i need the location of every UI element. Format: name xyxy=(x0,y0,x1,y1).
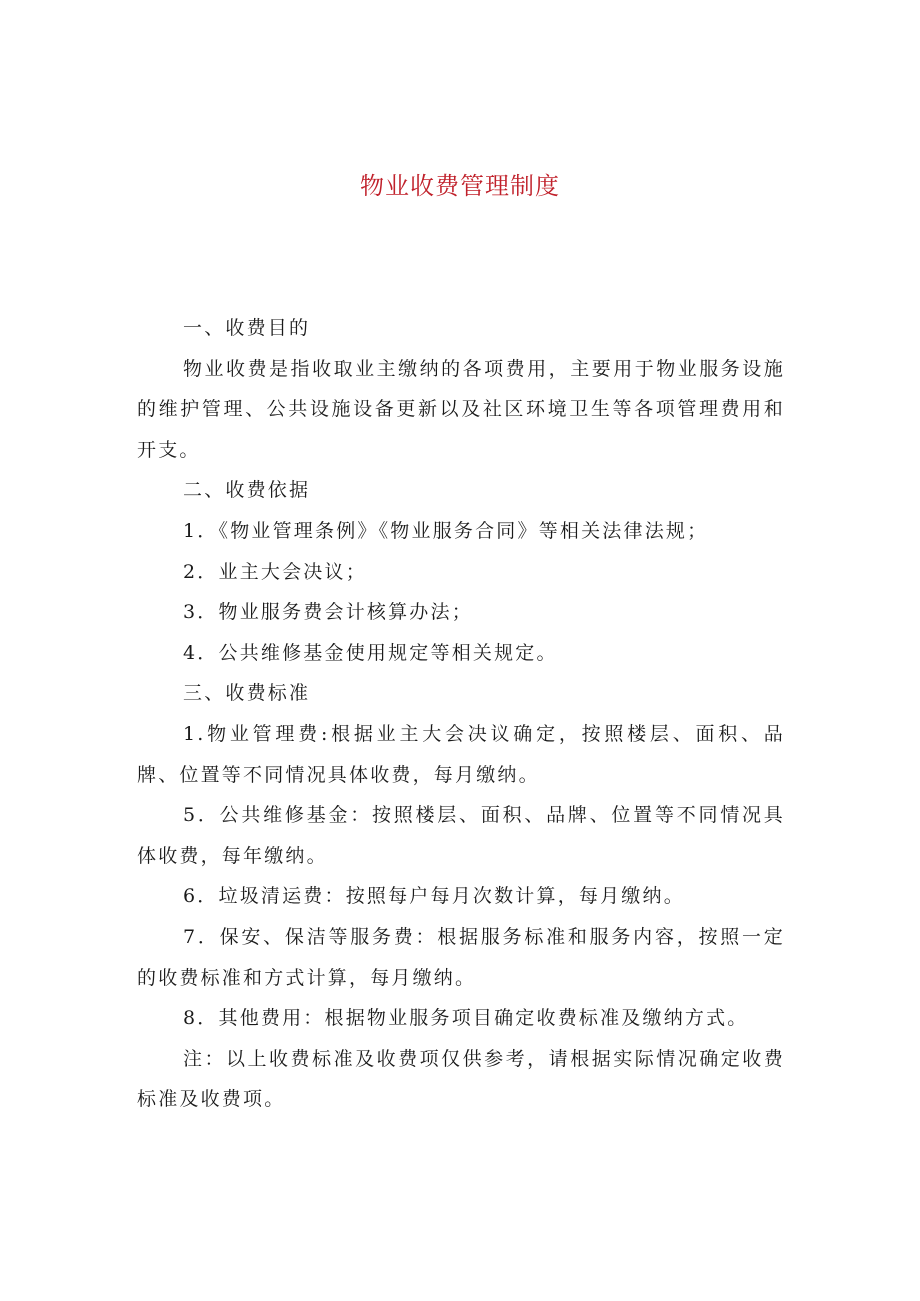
list-item-standard-5: 5．公共维修基金：按照楼层、面积、品牌、位置等不同情况具体收费，每年缴纳。 xyxy=(137,804,785,867)
list-item-basis-2: 2．业主大会决议； xyxy=(183,560,367,583)
list-item-standard-6: 6．垃圾清运费：按照每户每月次数计算，每月缴纳。 xyxy=(183,885,685,908)
list-item-basis-1: 1．《物业管理条例》《物业服务合同》等相关法律法规； xyxy=(183,519,709,542)
list-item-standard-8: 8．其他费用：根据物业服务项目确定收费标准及缴纳方式。 xyxy=(183,1007,749,1030)
list-item-standard-1: 1.物业管理费:根据业主大会决议确定，按照楼层、面积、品牌、位置等不同情况具体收费，每月缴纳。 xyxy=(137,722,785,786)
document-body xyxy=(137,308,785,1120)
section-heading-basis: 二、收费依据 xyxy=(183,479,311,502)
section-heading-standard: 三、收费标准 xyxy=(183,682,311,705)
paragraph-purpose: 物业收费是指收取业主缴纳的各项费用，主要用于物业服务设施的维护管理、公共设施设备更新以及社区环境卫生等各项管理费用和开支。 xyxy=(137,357,785,461)
list-item-standard-7: 7．保安、保洁等服务费：根据服务标准和服务内容，按照一定的收费标准和方式计算，每月缴纳。 xyxy=(137,925,785,989)
list-item-basis-4: 4．公共维修基金使用规定等相关规定。 xyxy=(183,641,558,664)
section-heading-purpose: 一、收费目的 xyxy=(183,317,311,339)
list-item-basis-3: 3．物业服务费会计核算办法； xyxy=(183,601,473,624)
document-title: 物业收费管理制度 xyxy=(360,172,560,200)
note-paragraph: 注：以上收费标准及收费项仅供参考，请根据实际情况确定收费标准及收费项。 xyxy=(137,1047,785,1111)
